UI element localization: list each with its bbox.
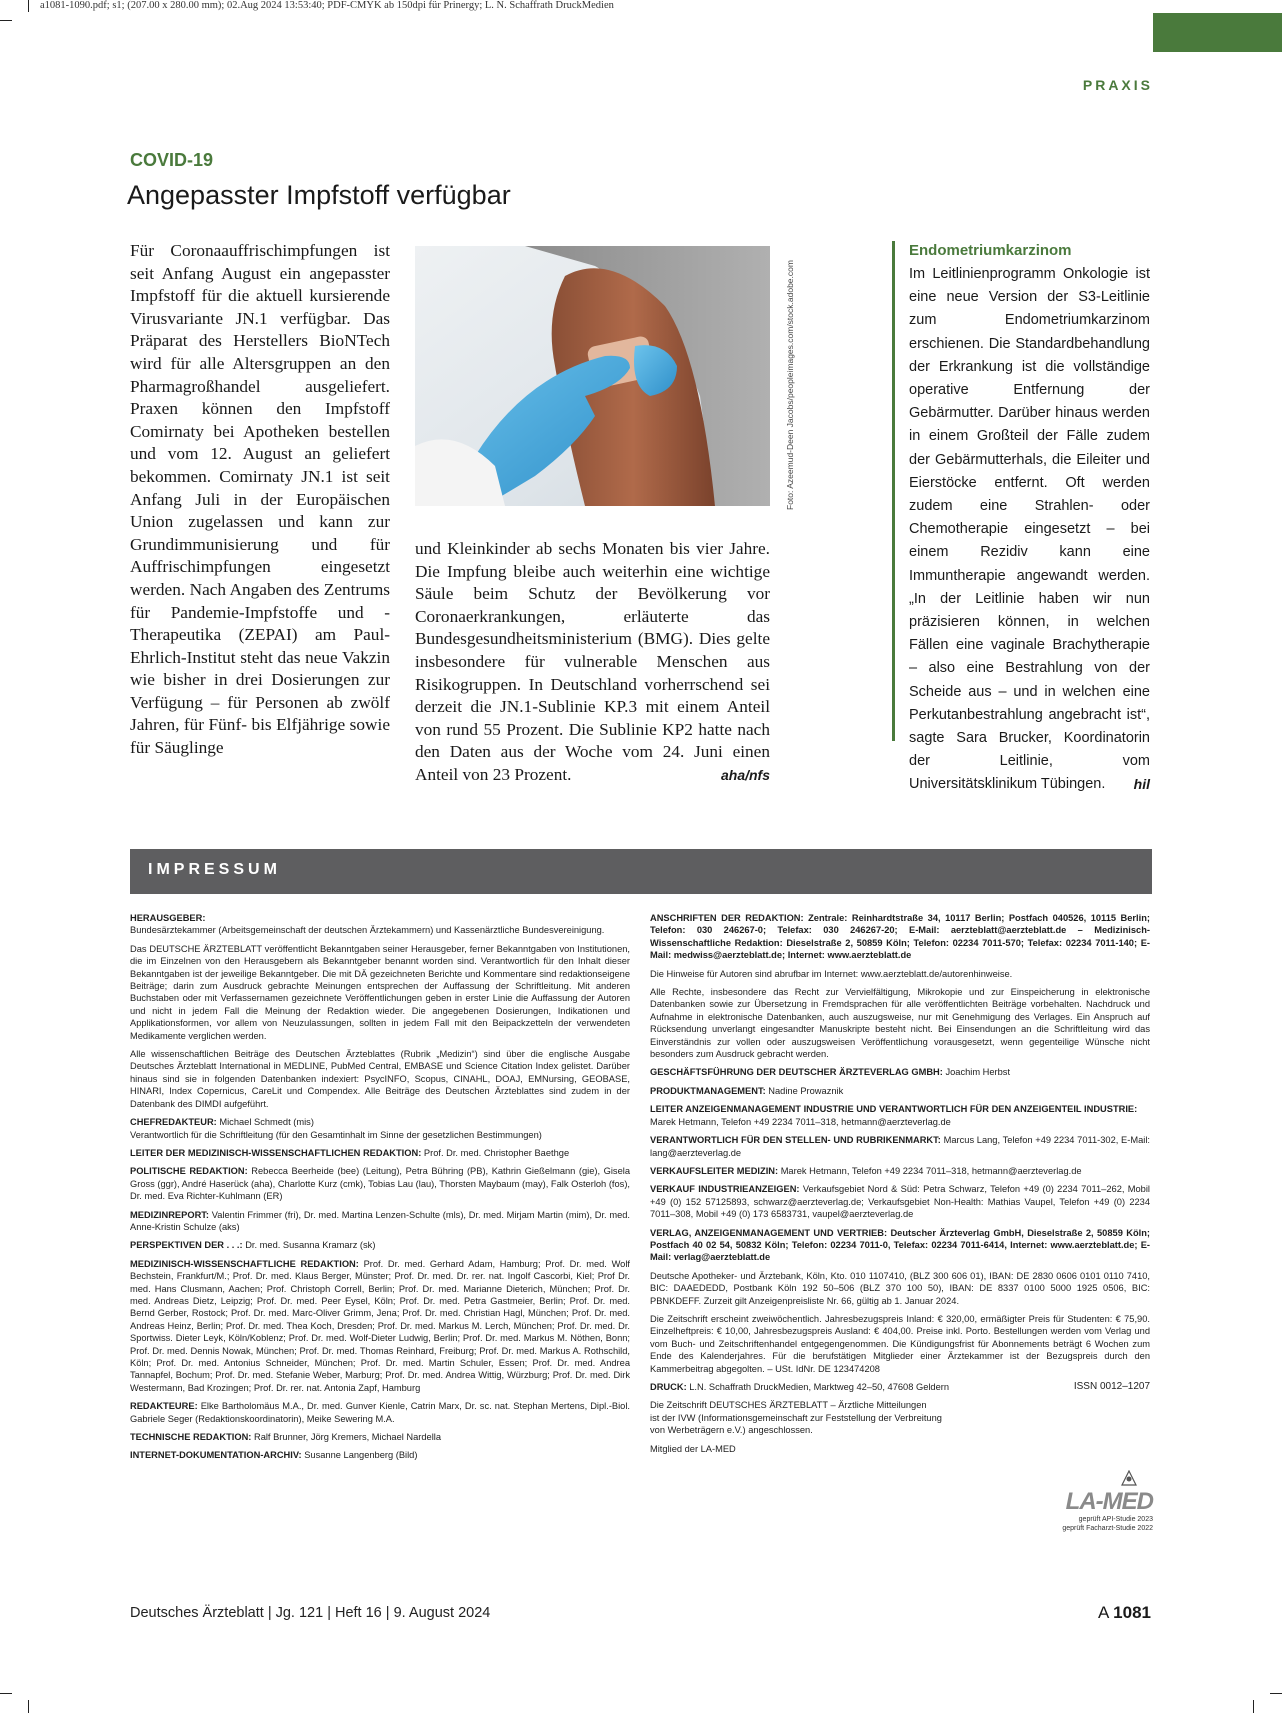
impressum-text: Alle wissenschaftlichen Beiträge des Deutschen Ärzteblattes (Rubrik „Medizin“) sind über die englische Ausgabe Deutsches Ärzteblatt International in MEDLINE, PubMed Central, EMBASE und Science Citation Index gelistet. Darüber hinaus sind sie in folgenden Datenbanken indexiert: PsycINFO, Scopus, CINAHL, DOAJ, EMNursing, GEOBASE, HINARI, Index Copernicus, CareLit und Compendex. Alle Beiträge des Deutschen Ärzteblattes sind zudem in der Datenbank des DIMDI aufgeführt. [130, 1049, 630, 1109]
impressum-entry [130, 1400, 630, 1425]
impressum-label: MEDIZINREPORT: [130, 1209, 210, 1220]
impressum-entry [130, 1209, 630, 1234]
impressum-label: VERANTWORTLICH FÜR DEN STELLEN- UND RUBRIKENMARKT: [650, 1135, 941, 1146]
impressum-label: VERKAUF INDUSTRIEANZEIGEN: [650, 1184, 800, 1195]
vaccination-photo [415, 246, 770, 506]
impressum-label: POLITISCHE REDAKTION: [130, 1166, 248, 1177]
impressum-text: Deutsche Apotheker- und Ärztebank, Köln, Kto. 010 1107410, (BLZ 300 606 01), IBAN: DE 2830 0606 0101 0110 7410, BIC: DAAEDEDD, Postbank Köln 192 50–506 (BLZ 370 100 50), IBAN: DE 8337 0100 5000 1925 0506, BIC: PBNKDEFF. Zurzeit gilt Anzeigenpreisliste Nr. 66, gültig ab 1. Januar 2024. [650, 1270, 1150, 1306]
article-kicker: COVID-19 [130, 150, 214, 170]
impressum-text: Elke Bartholomäus M.A., Dr. med. Gunver Kienle, Catrin Marx, Dr. sc. nat. Stephan Mertens, Dipl.-Biol. Gabriele Seger (Redaktionskoordinatorin), Meike Sewering M.A. [130, 1401, 630, 1424]
article-column-1: Für Coronaauffrischimpfungen ist seit Anfang August ein angepasster Impfstoff für die aktuell kursierende Virusvariante JN.1 verfügbar. Das Präparat des Herstellers BioNTech wird für alle Altersgruppen an den Pharmagroßhandel ausgeliefert. Praxen können den Impfstoff Comirnaty bei Apotheken bestellen und vom 12. August an geliefert bekommen. Comirnaty JN.1 ist seit Anfang Juli in der Europäischen Union zugelassen und kann zur Grundimmunisierung und für Auffrischimpfungen eingesetzt werden. Nach Angaben des Zentrums für Pandemie-Impfstoffe und -Therapeutika (ZEPAI) am Paul-Ehrlich-Institut steht das neue Vakzin wie bisher in drei Dosierungen zur Verfügung – für Personen ab zwölf Jahren, für Fünf- bis Elfjährige sowie für Säuglinge [130, 241, 390, 758]
impressum-entry [130, 1116, 630, 1141]
impressum-heading: IMPRESSUM [148, 861, 281, 878]
lamed-note-2: geprüft Facharzt-Studie 2022 [1062, 1524, 1153, 1532]
impressum-text: Marek Hetmann, Telefon +49 2234 7011–318, hetmann@aerzteverlag.de [780, 1165, 1082, 1176]
impressum-entry [650, 1183, 1150, 1220]
lamed-note-1: geprüft API-Studie 2023 [1078, 1516, 1153, 1523]
impressum-text: Verkaufsgebiet Nord & Süd: Petra Schwarz, Telefon +49 (0) 2234 7011–262, Mobil +49 (0) 152 57125893, schwarz@aerzteverlag.de; Verkaufsgebiet Non-Health: Mathias Vaupel, Telefon +49 (0) 2234 7011–308, Mobil +49 (0) 173 6583731, vaupel@aerzteverlag.de [650, 1184, 1150, 1220]
impressum-entry [650, 912, 1150, 962]
sidebar-signature: hil [1133, 776, 1150, 793]
impressum-text: Marcus Lang, Telefon +49 2234 7011-302, E-Mail: lang@aerzteverlag.de [650, 1135, 1150, 1158]
impressum-text: Die Zeitschrift DEUTSCHES ÄRZTEBLATT – Ärztliche Mitteilungen ist der IVW (Informationsgemeinschaft zur Feststellung der Verbreitung von Werbeträgern e.V.) angeschlossen. [650, 1400, 942, 1436]
news-sidebar [892, 241, 1150, 793]
impressum-entry [650, 1227, 1150, 1264]
article-column-2-text: und Kleinkinder ab sechs Monaten bis vier Jahre. Die Impfung bleibe auch weiterhin eine wichtige Säule beim Schutz der Bevölkerung vor Coronaerkrankungen, erläuterte das Bundesgesundheitsministerium (BMG). Dies gelte insbesondere für vulnerable Menschen aus Risikogruppen. In Deutschland vorherrschend sei derzeit die JN.1-Sublinie KP.3 mit einem Anteil von rund 55 Prozent. Die Sublinie KP2 hatte nach den Daten aus der Woche vom 24. Juni einen Anteil von 23 Prozent. [415, 539, 770, 784]
impressum-text: Das DEUTSCHE ÄRZTEBLATT veröffentlicht Bekanntgaben seiner Herausgeber, ferner Bekanntgaben von Institutionen, die im Einzelnen von den Herausgebern als Bekanntgeber benannt worden sind. Verantwortlich für den Inhalt dieser Bekanntgaben ist der jeweilige Bekanntgeber. Die mit DÄ gezeichneten Berichte und Kommentare sind redaktionseigene Beiträge; darin zum Ausdruck gebrachte Meinungen entsprechen der Auffassung der Schriftleitung. Mit anderen Buchstaben oder mit Verfassernamen gezeichnete Veröffentlichungen geben in erster Linie die Auffassung der Autoren und nicht in jedem Fall die Meinung der Redaktion wieder. Die angegebenen Dosierungen, Indikationen und Applikationsformen, vor allem von Neuzulassungen, sollten in jedem Fall mit den Beipackzetteln der verwendeten Medikamente verglichen werden. [130, 943, 630, 1041]
impressum-entry [650, 1270, 1150, 1307]
impressum-entry [130, 1258, 630, 1394]
impressum-entry [650, 1103, 1150, 1128]
crop-mark [1253, 1700, 1254, 1713]
section-label: PRAXIS [1082, 77, 1153, 93]
impressum-text: Alle Rechte, insbesondere das Recht zur Vervielfältigung, Mikrokopie und zur Einspeicherung in elektronische Datenbanken sowie zur Übersetzung in Fremdsprachen für alle veröffentlichten Beiträge vorbehalten. Nachdruck und Aufnahme in elektronische Datenbanken, auch auszugsweise, nur mit Genehmigung des Verlages. Ein Anspruch auf Rücksendung unverlangt eingesandter Manuskripte besteht nicht. Bei Einsendungen an die Schriftleitung wird das Einverständnis zur vollen oder auszugsweisen Veröffentlichung vorausgesetzt, wenn gegenteilige Wünsche nicht besonders zum Ausdruck gebracht werden. [650, 987, 1150, 1060]
impressum-entry [650, 1085, 1150, 1097]
crop-mark [0, 1693, 12, 1694]
print-info-line: a1081-1090.pdf; s1; (207.00 x 280.00 mm); 02.Aug 2024 13:53:40; PDF-CMYK ab 150dpi für Prinergy; L. N. Schaffrath DruckMedien [40, 0, 614, 11]
impressum-entry [650, 1165, 1150, 1177]
lamed-logo [1045, 1488, 1153, 1568]
lamed-triangle-icon [1121, 1470, 1137, 1486]
impressum-text: Nadine Prowaznik [768, 1085, 844, 1096]
impressum-label: VERKAUFSLEITER MEDIZIN: [650, 1165, 779, 1176]
impressum-left-column [130, 912, 630, 1468]
impressum-label: GESCHÄFTSFÜHRUNG DER DEUTSCHER ÄRZTEVERLAG GMBH: [650, 1067, 943, 1078]
impressum-text: Mitglied der LA-MED [650, 1443, 736, 1454]
impressum-text: Die Hinweise für Autoren sind abrufbar im Internet: www.aerzteblatt.de/autorenhinweise. [650, 968, 1013, 979]
sidebar-text [909, 263, 1150, 797]
impressum-text: Joachim Herbst [945, 1067, 1011, 1078]
impressum-text: Marek Hetmann, Telefon +49 2234 7011–318, hetmann@aerzteverlag.de [650, 1116, 951, 1127]
impressum-entry [130, 1165, 630, 1202]
impressum-label: VERLAG, ANZEIGENMANAGEMENT UND VERTRIEB: [650, 1227, 888, 1238]
impressum-text: Susanne Langenberg (Bild) [304, 1450, 418, 1461]
impressum-text: L.N. Schaffrath DruckMedien, Marktweg 42–50, 47608 Geldern [689, 1382, 950, 1392]
impressum-entry [650, 1381, 1150, 1393]
impressum-entry [650, 1134, 1150, 1159]
impressum-entry [650, 986, 1150, 1060]
impressum-entry [650, 1066, 1150, 1078]
impressum-label: INTERNET-DOKUMENTATION-ARCHIV: [130, 1450, 302, 1461]
impressum-entry [650, 968, 1150, 980]
page-number [1098, 1603, 1151, 1623]
impressum-label: TECHNISCHE REDAKTION: [130, 1432, 252, 1443]
page-prefix: A [1098, 1603, 1109, 1622]
impressum-label: LEITER ANZEIGENMANAGEMENT INDUSTRIE UND VERANTWORTLICH FÜR DEN ANZEIGENTEIL INDUSTRIE: [650, 1104, 1138, 1115]
crop-mark [0, 20, 12, 21]
impressum-entry [130, 1431, 630, 1443]
impressum-text: Deutscher Ärzteverlag GmbH, Dieselstraße 2, 50859 Köln; Postfach 40 02 54, 50832 Köln; Telefon: 02234 7011-0, Telefax: 02234 7011-6414, Internet: www.aerzteblatt.de; E-Mail: verlag@aerzteblatt.de [650, 1227, 1150, 1263]
impressum-entry [650, 1399, 1150, 1436]
impressum-text: Valentin Frimmer (fri), Dr. med. Martina Lenzen-Schulte (mls), Dr. med. Mirjam Martin (mim), Dr. med. Anne-Kristin Schulze (aks) [130, 1209, 630, 1232]
page-number-value: 1081 [1113, 1603, 1151, 1622]
impressum-entry [130, 1048, 630, 1110]
impressum-entry [650, 1443, 1150, 1455]
impressum-text: Zentrale: Reinhardtstraße 34, 10117 Berlin; Postfach 040526, 10115 Berlin; Telefon: 030 246267-0; Telefax: 030 246267-20; E-Mail: aerzteblatt@aerzteblatt.de – Medizinisch-Wissenschaftliche Redaktion: Dieselstraße 2, 50859 Köln; Telefon: 02234 7011-570; Telefax: 02234 7011-140; E-Mail: medwiss@aerzteblatt.de; Internet: www.aerzteblatt.de [650, 913, 1150, 961]
impressum-entry [130, 1449, 630, 1461]
impressum-label: CHEFREDAKTEUR: [130, 1117, 217, 1128]
crop-mark [1270, 1693, 1282, 1694]
impressum-text: Bundesärztekammer (Arbeitsgemeinschaft der deutschen Ärztekammern) und Kassenärztliche Bundesvereinigung. [130, 925, 605, 936]
lamed-wordmark: LA-MED [1065, 1488, 1153, 1515]
crop-mark [28, 0, 29, 12]
crop-mark [28, 1700, 29, 1713]
impressum-header [130, 849, 1152, 894]
article-column-2 [415, 538, 770, 787]
sidebar-body: Im Leitlinienprogramm Onkologie ist eine neue Version der S3-Leitlinie zum Endometriumkarzinom erschienen. Die Standardbehandlung der Erkrankung ist die vollständige operative Entfernung der Gebärmutter. Darüber hinaus werden in einem Großteil der Fälle zudem der Gebärmutterhals, die Eileiter und Eierstöcke entfernt. Oft werden zudem eine Strahlen- oder Chemotherapie eingesetzt – bei einem Rezidiv kann eine Immuntherapie angewandt werden. „In der Leitlinie haben wir nun präzisieren können, in welchen Fällen eine vaginale Brachytherapie – also eine Bestrahlung von der Scheide aus – und in welchen eine Perkutanbestrahlung angebracht ist“, sagte Sara Brucker, Koordinatorin der Leitlinie, vom Universitätsklinikum Tübingen. [909, 266, 1150, 793]
article-signature: aha/nfs [720, 766, 770, 783]
impressum-label: PRODUKTMANAGEMENT: [650, 1085, 766, 1096]
impressum-label: ANSCHRIFTEN DER REDAKTION: [650, 913, 804, 923]
impressum-text: Ralf Brunner, Jörg Kremers, Michael Nardella [253, 1432, 442, 1443]
issn-number: ISSN 0012–1207 [1073, 1381, 1150, 1392]
impressum-label: LEITER DER MEDIZINISCH-WISSENSCHAFTLICHEN REDAKTION: [130, 1147, 422, 1158]
impressum-text: Prof. Dr. med. Gerhard Adam, Hamburg; Prof. Dr. med. Wolf Bechstein, Frankfurt/M.; Prof. Dr. med. Klaus Berger, Münster; Prof. Dr. med. Dr. rer. nat. Ingolf Cascorbi, Kiel; Prof Dr. med. Hans Clusmann, Aachen; Prof. Christoph Correll, Berlin; Prof. Dr. med. Marianne Dieterich, München; Prof. Dr. med. Andreas Dietz, Leipzig; Prof. Dr. med. Peer Eysel, Köln; Prof. Dr. med. Petra Gastmeier, Berlin; Prof. Dr. med. Bernd Gerber, Rostock; Prof. Dr. med. Marc-Oliver Grimm, Jena; Prof. Dr. med. Christian Hagl, München; Prof. Dr. med. Andreas Heinz, Berlin; Prof. Dr. med. Thea Koch, Dresden; Prof. Dr. med. Markus M. Lerch, München; Prof. Dr. med. Dr. Sportwiss. Dieter Leyk, Köln/Koblenz; Prof. Dr. med. Wolf-Dieter Ludwig, Berlin; Prof. Dr. med. Markus M. Nöthen, Bonn; Prof. Dr. med. Dennis Nowak, München; Prof. Dr. med. Thomas Reinhard, Freiburg; Prof. Dr. med. Markus A. Rothschild, Köln; Prof. Dr. med. Antonius Schneider, München; Prof. Dr. med. Martin Schuler, Essen; Prof. Dr. med. Andrea Tannapfel, Bochum; Prof. Dr. med. Stefanie Weber, Marburg; Prof. Dr. med. Andrea Wittig, Würzburg; Prof. Dr. med. Dirk Westermann, Bad Krozingen; Prof. Dr. rer. nat. Antonia Zapf, Hamburg [130, 1258, 630, 1393]
impressum-text: Rebecca Beerheide (bee) (Leitung), Petra Bühring (PB), Kathrin Gießelmann (gie), Gisela Gross (ggr), André Haserück (aha), Charlotte Kurz (cmk), Tobias Lau (lau), Thorsten Maybaum (may), Falk Osterloh (fos), Dr. med. Eva Richter-Kuhlmann (ER) [130, 1166, 630, 1202]
impressum-label: HERAUSGEBER: [130, 913, 206, 923]
impressum-entry [130, 912, 630, 937]
impressum-entry [650, 1313, 1150, 1375]
impressum-entry [130, 1147, 630, 1159]
impressum-text: Dr. med. Susanna Kramarz (sk) [245, 1240, 376, 1251]
impressum-label: REDAKTEURE: [130, 1401, 198, 1412]
impressum-label: DRUCK: [650, 1382, 687, 1392]
impressum-right-column [650, 912, 1150, 1461]
article-headline: Angepasster Impfstoff verfügbar [127, 180, 511, 210]
impressum-label: MEDIZINISCH-WISSENSCHAFTLICHE REDAKTION: [130, 1258, 359, 1269]
impressum-label: PERSPEKTIVEN DER . . .: [130, 1240, 243, 1251]
impressum-entry [130, 1239, 630, 1251]
impressum-text: Prof. Dr. med. Christopher Baethge [423, 1147, 570, 1158]
sidebar-title: Endometriumkarzinom [909, 242, 1072, 259]
journal-footer: Deutsches Ärzteblatt | Jg. 121 | Heft 16 | 9. August 2024 [130, 1605, 491, 1621]
impressum-entry [130, 943, 630, 1042]
photo-credit: Foto: Azeemud-Deen Jacobs/peopleimages.com/stock.adobe.com [785, 260, 795, 510]
impressum-text: Die Zeitschrift erscheint zweiwöchentlich. Jahresbezugspreis Inland: € 320,00, ermäßigter Preis für Studenten: € 75,90. Einzelheftpreis: € 10,00, Jahresbezugspreis Ausland: € 404,00. Preise inkl. Porto. Bestellungen werden vom Verlag und vom Buch- und Zeitschriftenhandel entgegengenommen. Die Kündigungsfrist für Abonnements beträgt 6 Wochen zum Ende des Kalenderjahres. Für die berufstätigen Mitglieder einer Ärztekammer ist der Bezugspreis durch den Kammerbeitrag abgegolten. – USt. IdNr. DE 123474208 [650, 1313, 1150, 1374]
impressum-text: Michael Schmedt (mis) Verantwortlich für die Schriftleitung (für den Gesamtinhalt im Sinne der gesetzlichen Bestimmungen) [130, 1117, 542, 1140]
section-color-tab [1153, 13, 1282, 52]
